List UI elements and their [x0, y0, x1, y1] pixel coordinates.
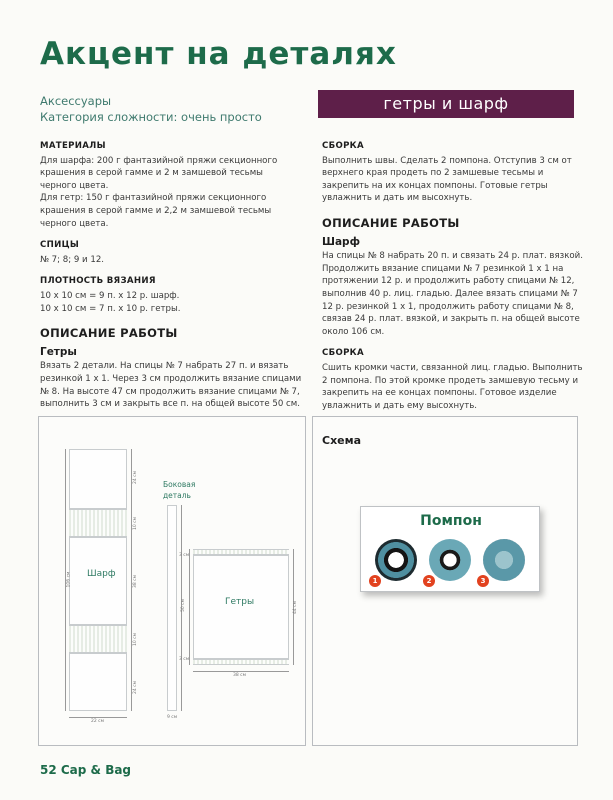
- needles-text: № 7; 8; 9 и 12.: [40, 254, 105, 265]
- assembly-heading: СБОРКА: [322, 141, 364, 151]
- schema-title: Схема: [322, 434, 362, 447]
- pompon-step-1-image: [375, 539, 417, 581]
- right-column: [322, 140, 584, 412]
- dim-106: 106 см: [66, 571, 72, 588]
- materials-heading: МАТЕРИАЛЫ: [40, 141, 106, 151]
- dim-22: 22 см: [91, 719, 105, 724]
- pompon-box: [360, 506, 540, 592]
- work-heading: ОПИСАНИЕ РАБОТЫ: [40, 326, 178, 341]
- assembly-text: Выполнить швы. Сделать 2 помпона. Отступив 3 см от верхнего края продеть по 2 замшевые тесьмы и закрепить на их концах помпоны. Готовые гетры увлажнить и дать им высохнуть.: [322, 155, 572, 204]
- dim-24a: 24 см: [133, 470, 139, 485]
- assembly2-text: Сшить кромки части, связанной лиц. гладью. Выполнить 2 помпона. По этой кромке продеть замшевую тесьму и закрепить на ее концах помпоны. Готовое изделие увлажнить и дать ему высохнуть.: [322, 362, 583, 411]
- materials-gaiters: Для гетр: 150 г фантазийной пряжи секционного крашения в серой гамме и 2,2 м замшевой тесьмы черного цвета.: [40, 193, 272, 229]
- difficulty-label: Категория сложности: очень просто: [40, 110, 262, 124]
- dim-44: 44 см: [293, 600, 299, 615]
- pompon-step-2-image: [429, 539, 471, 581]
- scarf-heading: Шарф: [322, 235, 360, 248]
- gaiters-heading: Гетры: [40, 345, 77, 358]
- gaiter-label: Гетры: [225, 597, 255, 607]
- needles-heading: СПИЦЫ: [40, 240, 80, 251]
- step-3-badge: 3: [477, 575, 489, 587]
- page-footer: 52 Cap & Bag: [40, 763, 132, 777]
- dim-24b: 24 см: [133, 680, 139, 695]
- dim-38-width: 38 см: [233, 673, 247, 678]
- pattern-panel: [38, 416, 306, 746]
- left-column: [40, 140, 302, 411]
- category-label: Аксессуары: [40, 94, 112, 108]
- dim-3b: 3 см: [179, 657, 190, 662]
- dim-9: 9 см: [167, 715, 178, 720]
- scarf-text: На спицы № 8 набрать 20 п. и связать 24 р. плат. вязкой. Продолжить вязание спицами № 7 резинкой 1 х 1 на протяжении 12 р. и продолжить работу спицами № 12, выполнив 40 р. лиц. гладью. Далее вязать спицами № 7 12 р. резинкой 1 х 1, продолжить работу спицами № 8, связав 24 р. плат. вязкой, и закрыть п. на общей высоте около 106 см.: [322, 251, 583, 337]
- scarf-label: Шарф: [87, 569, 116, 579]
- pompon-title: Помпон: [420, 513, 482, 529]
- side-piece: [167, 505, 177, 711]
- scarf-pattern: [69, 449, 127, 711]
- side-label: Боковая деталь: [163, 480, 196, 500]
- materials-scarf: Для шарфа: 200 г фантазийной пряжи секционного крашения в серой гамме и 2 м замшевой тесьмы черного цвета.: [40, 155, 278, 191]
- density-gaiters: 10 х 10 см = 7 п. х 10 р. гетры.: [40, 303, 181, 314]
- dim-38: 38 см: [133, 574, 139, 589]
- dim-10a: 10 см: [133, 516, 139, 531]
- dim-10b: 10 см: [133, 632, 139, 647]
- step-2-badge: 2: [423, 575, 435, 587]
- dim-50: 50 см: [181, 598, 187, 613]
- dim-3a: 3 см: [179, 553, 190, 558]
- density-heading: ПЛОТНОСТЬ ВЯЗАНИЯ: [40, 276, 156, 287]
- section-banner: гетры и шарф: [318, 90, 574, 118]
- pompon-step-3-image: [483, 539, 525, 581]
- gaiters-text: Вязать 2 детали. На спицы № 7 набрать 27 п. и вязать резинкой 1 х 1. Через 3 см продолжить вязание спицами № 8. На высоте 47 см продолжить вязание спицами № 7, выполнить 3 см и закрыть все п. на общей высоте 50 см.: [40, 361, 302, 410]
- page-title: Акцент на деталях: [40, 36, 397, 72]
- step-1-badge: 1: [369, 575, 381, 587]
- density-scarf: 10 х 10 см = 9 п. х 12 р. шарф.: [40, 290, 180, 301]
- assembly2-heading: СБОРКА: [322, 348, 364, 359]
- gaiter-pattern: [193, 549, 289, 665]
- work-heading-right: ОПИСАНИЕ РАБОТЫ: [322, 215, 460, 230]
